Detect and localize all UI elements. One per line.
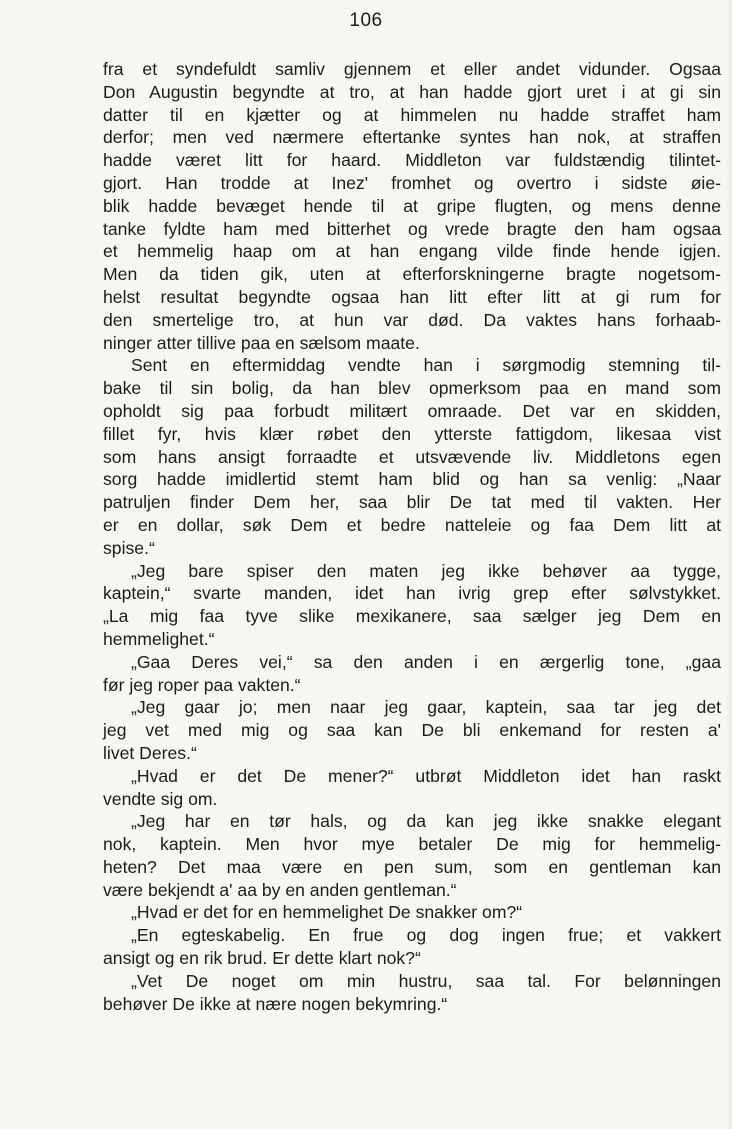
text-line: sorg hadde imidlertid stemt ham blid og han sa venlig: „Naar [103, 469, 721, 490]
page-number: 106 [349, 10, 383, 31]
text-line: opholdt sig paa forbudt militært omraade. Det var en skidden, [103, 400, 721, 421]
text-line: kaptein,“ svarte manden, idet han ivrig grep efter sølvstykket. [103, 583, 721, 604]
text-line: et hemmelig haap om at han engang vilde finde hende igjen. [103, 241, 721, 262]
text-line: behøver De ikke at nære nogen bekymring.“ [103, 993, 448, 1014]
text-line: nok, kaptein. Men hvor mye betaler De mig for hemmelig- [103, 834, 721, 855]
text-line: som hans ansigt forraadte et utsvævende liv. Middletons egen [103, 446, 721, 467]
text-line: hadde været litt for haard. Middleton var fuldstændig tilintet- [103, 150, 721, 171]
text-line: Men da tiden gik, uten at efterforskningerne bragte nogetsom- [103, 264, 721, 285]
text-line: „Jeg bare spiser den maten jeg ikke behøver aa tygge, [131, 560, 721, 581]
text-line: før jeg roper paa vakten.“ [103, 674, 301, 695]
text-line: fra et syndefuldt samliv gjennem et eller andet vidunder. Ogsaa [103, 59, 721, 79]
text-line: „La mig faa tyve slike mexikanere, saa sælger jeg Dem en [103, 606, 721, 627]
text-line: „Hvad er det De mener?“ utbrøt Middleton idet han raskt [131, 765, 721, 786]
text-line: patruljen finder Dem her, saa blir De tat med til vakten. Her [103, 492, 721, 513]
text-line: blik hadde bevæget hende til at gripe flugten, og mens denne [103, 195, 721, 216]
text-line: „Jeg har en tør hals, og da kan jeg ikke snakke elegant [131, 811, 721, 832]
text-line: „Jeg gaar jo; men naar jeg gaar, kaptein, saa tar jeg det [131, 697, 721, 718]
text-line: spise.“ [103, 537, 155, 558]
text-line: ansigt og en rik brud. Er dette klart nok?“ [103, 948, 421, 969]
text-line: Sent en eftermiddag vendte han i sørgmodig stemning til- [131, 355, 721, 376]
text-line: jeg vet med mig og saa kan De bli enkemand for resten a' [103, 720, 721, 741]
text-line: er en dollar, søk Dem et bedre natteleie og faa Dem litt at [103, 514, 721, 535]
text-line: hemmelighet.“ [103, 628, 215, 649]
text-line: tanke fyldte ham med bitterhet og vrede bragte den ham ogsaa [103, 218, 721, 239]
text-line: ninger atter tillive paa en sælsom maate. [103, 332, 420, 353]
text-line: fillet fyr, hvis klær røbet den ytterste fattigdom, likesaa vist [103, 423, 721, 444]
text-line: heten? Det maa være en pen sum, som en gentleman kan [103, 856, 721, 877]
page-edge-shadow [726, 0, 732, 1129]
text-line: „Hvad er det for en hemmelighet De snakker om?“ [131, 902, 523, 923]
text-line: „Gaa Deres vei,“ sa den anden i en ærgerlig tone, „gaa [131, 651, 721, 672]
text-line: den smertelige tro, at hun var død. Da vaktes hans forhaab- [103, 309, 721, 330]
text-line: Don Augustin begyndte at tro, at han hadde gjort uret i at gi sin [103, 81, 721, 102]
text-line: datter til en kjætter og at himmelen nu hadde straffet ham [103, 104, 721, 125]
text-line: „Vet De noget om min hustru, saa tal. For belønningen [131, 970, 721, 991]
text-line: være bekjendt a' aa by en anden gentleman.“ [103, 879, 457, 900]
text-line: bake til sin bolig, da han blev opmerksom paa en mand som [103, 378, 721, 399]
text-line: „En egteskabelig. En frue og dog ingen frue; et vakkert [131, 925, 721, 946]
text-line: livet Deres.“ [103, 742, 197, 763]
text-line: helst resultat begyndte ogsaa han litt efter litt at gi rum for [103, 286, 721, 307]
body-text [103, 58, 721, 1015]
text-line: vendte sig om. [103, 788, 218, 809]
text-line: gjort. Han trodde at Inez' fromhet og overtro i sidste øie- [103, 172, 721, 193]
text-line: derfor; men ved nærmere eftertanke syntes han nok, at straffen [103, 127, 721, 148]
